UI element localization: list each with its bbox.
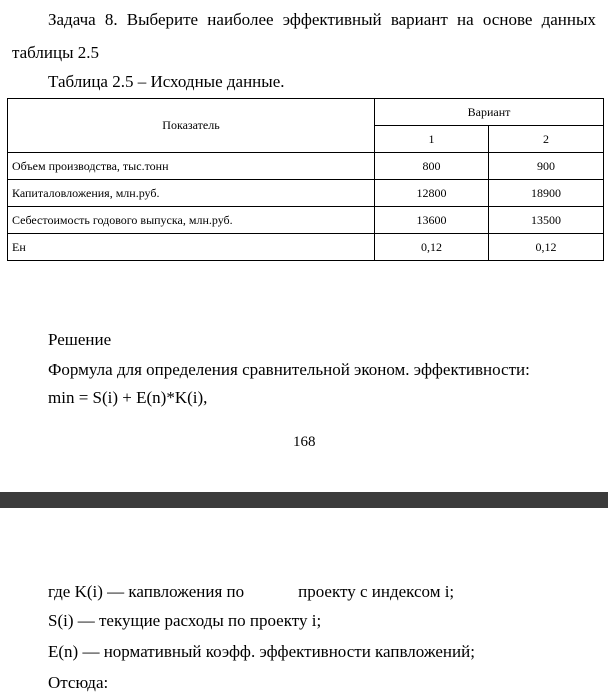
row-value-1: 0,12	[375, 234, 489, 261]
task-word: 8.	[104, 10, 118, 29]
row-value-2: 900	[489, 153, 604, 180]
row-value-2: 0,12	[489, 234, 604, 261]
formula: min = S(i) + E(n)*K(i),	[48, 388, 208, 407]
definition-s: S(i) — текущие расходы по проекту i;	[48, 611, 322, 630]
header-variant-1: 1	[375, 126, 489, 153]
definition-k	[48, 582, 454, 602]
definition-k-part1: где K(i) — капвложения по	[48, 582, 245, 601]
table-row	[8, 180, 604, 207]
task-title	[48, 10, 596, 30]
task-word: наиболее	[207, 10, 274, 29]
definition-k-part2: проекту с индексом i;	[298, 582, 455, 601]
task-word: Выберите	[126, 10, 199, 29]
row-value-1: 13600	[375, 207, 489, 234]
task-word: эффективный	[282, 10, 382, 29]
solution-title: Решение	[48, 330, 112, 349]
table-row	[8, 207, 604, 234]
header-variant: Вариант	[375, 99, 604, 126]
table-caption: Таблица 2.5 – Исходные данные.	[48, 72, 285, 91]
task-word: данных	[541, 10, 596, 29]
row-value-1: 800	[375, 153, 489, 180]
header-variant-2: 2	[489, 126, 604, 153]
row-label: Капиталовложения, млн.руб.	[8, 180, 375, 207]
page-separator	[0, 492, 608, 508]
task-title-continuation: таблицы 2.5	[12, 43, 100, 62]
task-word: Задача	[48, 10, 96, 29]
row-label: Себестоимость годового выпуска, млн.руб.	[8, 207, 375, 234]
source-data-table	[7, 98, 604, 261]
header-indicator: Показатель	[8, 99, 375, 153]
formula-intro: Формула для определения сравнительной эконом. эффективности:	[48, 360, 530, 379]
row-label: Объем производства, тыс.тонн	[8, 153, 375, 180]
row-value-1: 12800	[375, 180, 489, 207]
row-value-2: 13500	[489, 207, 604, 234]
row-label: Ен	[8, 234, 375, 261]
page-number: 168	[293, 434, 316, 450]
task-word: вариант	[390, 10, 448, 29]
row-value-2: 18900	[489, 180, 604, 207]
table-row	[8, 153, 604, 180]
hence-label: Отсюда:	[48, 673, 109, 692]
table-row	[8, 234, 604, 261]
task-title-line	[48, 10, 596, 30]
task-word: на	[457, 10, 474, 29]
task-word: основе	[482, 10, 533, 29]
definition-e: E(n) — нормативный коэфф. эффективности капвложений;	[48, 642, 475, 661]
